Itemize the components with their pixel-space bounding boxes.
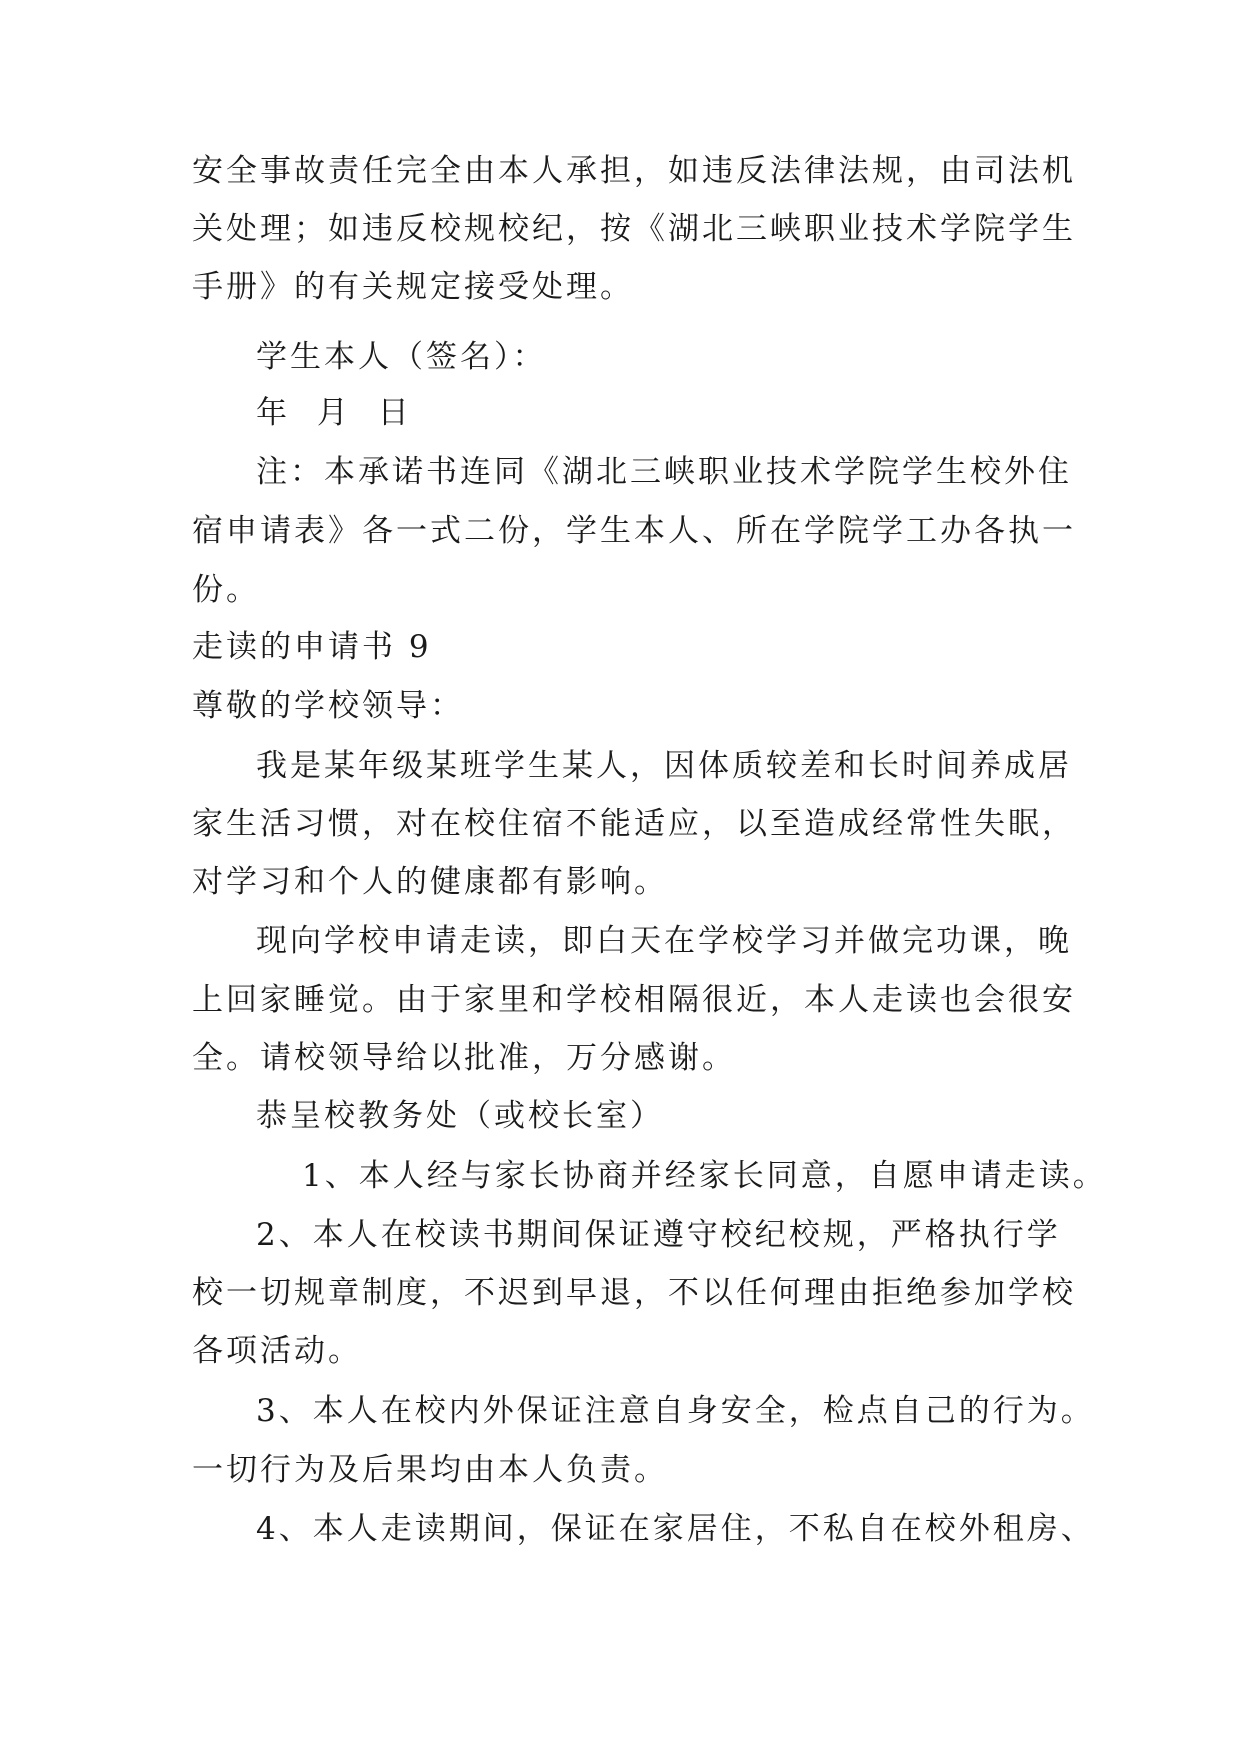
paragraph-start: 我是某年级某班学生某人，因体质较差和长时间养成居: [256, 748, 1072, 784]
section-title: 走读的申请书 9: [192, 629, 432, 665]
list-item: 4、本人走读期间，保证在家居住，不私自在校外租房、: [256, 1511, 1095, 1547]
text-line: 对学习和个人的健康都有影响。: [192, 864, 668, 900]
signature-line: 学生本人（签名）：: [256, 339, 547, 375]
text-line: 关处理；如违反校规校纪，按《湖北三峡职业技术学院学生: [192, 211, 1076, 247]
paragraph-start: 现向学校申请走读，即白天在学校学习并做完功课，晚: [256, 923, 1072, 959]
list-item: 3、本人在校内外保证注意自身安全，检点自己的行为。: [256, 1393, 1095, 1429]
note-line: 注：本承诺书连同《湖北三峡职业技术学院学生校外住: [256, 454, 1072, 490]
text-line: 份。: [192, 572, 260, 608]
list-item: 2、本人在校读书期间保证遵守校纪校规，严格执行学: [256, 1217, 1061, 1253]
salutation: 尊敬的学校领导：: [192, 688, 464, 724]
text-line: 一切行为及后果均由本人负责。: [192, 1452, 668, 1488]
text-line: 各项活动。: [192, 1333, 362, 1369]
text-line: 宿申请表》各一式二份，学生本人、所在学院学工办各执一: [192, 513, 1076, 549]
date-line: 年 月 日: [256, 395, 412, 431]
text-line: 上回家睡觉。由于家里和学校相隔很近，本人走读也会很安: [192, 982, 1076, 1018]
text-line: 手册》的有关规定接受处理。: [192, 269, 634, 305]
text-line: 安全事故责任完全由本人承担，如违反法律法规，由司法机: [192, 153, 1076, 189]
addressee-line: 恭呈校教务处（或校长室）: [256, 1098, 664, 1134]
text-line: 校一切规章制度，不迟到早退，不以任何理由拒绝参加学校: [192, 1275, 1076, 1311]
text-line: 全。请校领导给以批准，万分感谢。: [192, 1040, 736, 1076]
text-line: 家生活习惯，对在校住宿不能适应，以至造成经常性失眠，: [192, 806, 1076, 842]
list-item: 1、本人经与家长协商并经家长同意，自愿申请走读。: [302, 1158, 1107, 1194]
